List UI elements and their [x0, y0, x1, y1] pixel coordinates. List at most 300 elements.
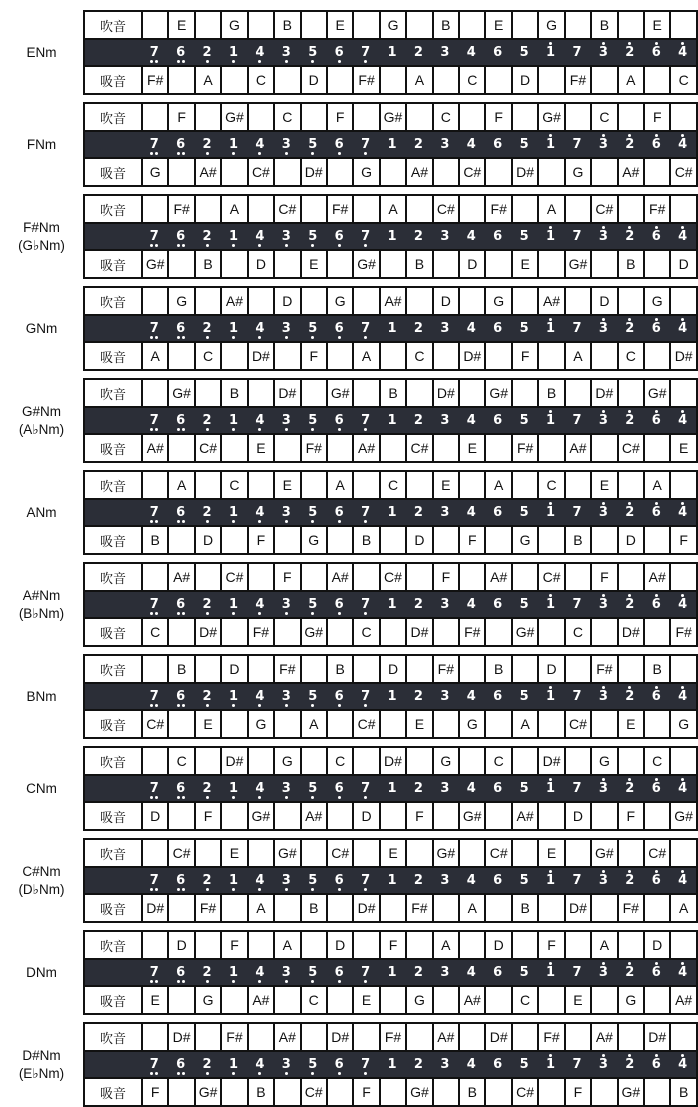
octave-dots-low — [364, 59, 367, 64]
blow-note-cell — [669, 840, 695, 866]
draw-note-cell: F — [564, 1079, 590, 1105]
octave-dot — [182, 520, 185, 523]
draw-note-cell — [167, 343, 193, 369]
degree-number: 3 — [281, 505, 291, 520]
degree-number: 1 — [546, 781, 556, 796]
degree-cell — [247, 960, 273, 985]
blow-note-cell — [617, 196, 643, 222]
draw-note-cell — [220, 159, 246, 185]
draw-note-cell — [273, 435, 299, 461]
draw-note-cell — [643, 527, 669, 553]
degree-cell — [405, 1052, 431, 1077]
draw-note-cell: B — [564, 527, 590, 553]
degree-number: 7 — [149, 781, 159, 796]
octave-dot — [232, 612, 235, 615]
degree-number: 1 — [228, 1057, 238, 1072]
blow-note-cell: A — [220, 196, 246, 222]
octave-dots-low — [364, 887, 367, 892]
draw-note-cell — [537, 435, 563, 461]
octave-dots-low — [232, 59, 235, 64]
blow-note-cell: F# — [590, 656, 616, 682]
octave-dots-low — [258, 703, 261, 708]
degree-number: 6 — [334, 965, 344, 980]
draw-note-cell: D — [300, 67, 326, 93]
draw-note-cell — [273, 1079, 299, 1105]
degree-number: 4 — [255, 45, 265, 60]
octave-dot — [338, 980, 341, 983]
draw-note-cell: G — [458, 711, 484, 737]
degree-number: 6 — [651, 413, 661, 428]
draw-note-cell: G# — [352, 251, 378, 277]
octave-dots-low — [285, 979, 288, 984]
degree-cell — [669, 868, 695, 893]
degree-number: 7 — [572, 781, 582, 796]
key-label: G#Nm — [21, 403, 61, 419]
draw-note-cell: D# — [300, 159, 326, 185]
draw-note-cell: C# — [405, 435, 431, 461]
draw-note-cell: C — [247, 67, 273, 93]
blow-note-cell — [247, 840, 273, 866]
blow-note-cell: F — [537, 932, 563, 958]
octave-dots-low — [285, 427, 288, 432]
draw-note-cell — [590, 343, 616, 369]
octave-dot — [155, 796, 158, 799]
octave-dot — [150, 1072, 153, 1075]
blow-note-cell — [352, 656, 378, 682]
degree-number: 4 — [678, 597, 688, 612]
degree-number: 6 — [493, 689, 503, 704]
degree-cell — [300, 960, 326, 985]
degree-number: 4 — [678, 45, 688, 60]
octave-dots-low — [311, 979, 314, 984]
blow-note-cell — [669, 12, 695, 38]
degree-cell — [617, 316, 643, 341]
octave-dot — [258, 888, 261, 891]
blow-note-cell — [564, 472, 590, 498]
degree-cell — [352, 408, 378, 433]
degree-number: 6 — [493, 321, 503, 336]
degree-number: 3 — [281, 45, 291, 60]
draw-note-cell — [220, 251, 246, 277]
degree-number: 5 — [308, 45, 318, 60]
degree-cell — [220, 868, 246, 893]
degree-cell — [379, 684, 405, 709]
octave-dots-low — [232, 335, 235, 340]
blow-note-cell: F — [220, 932, 246, 958]
draw-note-cell: A# — [300, 803, 326, 829]
degree-cell — [564, 776, 590, 801]
blow-note-cell: D — [590, 288, 616, 314]
blow-note-cell — [564, 12, 590, 38]
octave-dot — [311, 980, 314, 983]
blow-note-cell — [141, 1024, 167, 1050]
octave-dots-low — [150, 887, 158, 892]
degree-number: 4 — [255, 413, 265, 428]
degree-cell — [167, 776, 193, 801]
degree-cell — [379, 500, 405, 525]
octave-dots-low — [206, 519, 209, 524]
blow-row-label: 吹音 — [99, 110, 126, 126]
degree-band — [85, 868, 696, 893]
blow-note-cell — [669, 748, 695, 774]
octave-dots-low — [338, 611, 341, 616]
degree-cell — [167, 500, 193, 525]
blow-note-cell — [511, 380, 537, 406]
blow-row-label: 吹音 — [99, 18, 126, 34]
draw-note-cell — [643, 895, 669, 921]
blow-note-cell — [300, 748, 326, 774]
draw-note-cell: G — [194, 987, 220, 1013]
degree-number: 1 — [228, 45, 238, 60]
degree-number: 7 — [149, 873, 159, 888]
degree-cell — [617, 684, 643, 709]
draw-note-cell — [484, 251, 510, 277]
blow-note-cell: A# — [273, 1024, 299, 1050]
draw-note-cell: F — [405, 803, 431, 829]
degree-number: 7 — [572, 873, 582, 888]
degree-cell — [405, 132, 431, 157]
draw-note-cell: C — [141, 619, 167, 645]
blow-note-cell — [141, 288, 167, 314]
degree-cell — [220, 592, 246, 617]
draw-note-cell: A# — [617, 159, 643, 185]
blow-note-cell: A — [537, 196, 563, 222]
blow-row-label: 吹音 — [99, 1030, 126, 1046]
degree-number: 3 — [440, 597, 450, 612]
degree-number: 4 — [678, 873, 688, 888]
degree-number: 5 — [308, 1057, 318, 1072]
draw-note-cell: E — [141, 987, 167, 1013]
octave-dot — [182, 428, 185, 431]
draw-note-cell: E — [247, 435, 273, 461]
degree-cell — [484, 1052, 510, 1077]
draw-note-cell: F# — [617, 895, 643, 921]
blow-note-cell: G — [273, 748, 299, 774]
blow-note-cell: B — [537, 380, 563, 406]
degree-number: 5 — [519, 873, 529, 888]
blow-note-cell: D — [167, 932, 193, 958]
key-label-column — [0, 654, 83, 739]
draw-note-cell — [220, 435, 246, 461]
draw-note-cell — [167, 159, 193, 185]
degree-number: 3 — [440, 781, 450, 796]
draw-note-cell — [432, 711, 458, 737]
draw-note-cell: F# — [247, 619, 273, 645]
band-spacer — [85, 592, 141, 617]
degree-cell — [458, 684, 484, 709]
degree-cell — [379, 408, 405, 433]
degree-number: 6 — [651, 505, 661, 520]
degree-number: 6 — [176, 505, 186, 520]
blow-note-cell — [511, 748, 537, 774]
draw-note-cell — [537, 251, 563, 277]
key-label: ANm — [26, 504, 57, 520]
draw-note-cell — [432, 251, 458, 277]
blow-note-cell: F# — [484, 196, 510, 222]
octave-dot — [364, 520, 367, 523]
octave-dot — [177, 152, 180, 155]
octave-dot — [364, 60, 367, 63]
blow-note-cell — [194, 288, 220, 314]
octave-dot — [155, 1072, 158, 1075]
degree-cell — [300, 316, 326, 341]
degree-number: 6 — [334, 229, 344, 244]
octave-dot — [338, 428, 341, 431]
key-label-alt: (E♭Nm) — [18, 1065, 65, 1081]
octave-dots-low — [206, 335, 209, 340]
draw-note-cell: B — [669, 1079, 695, 1105]
degree-cell — [141, 1052, 167, 1077]
degree-cell — [432, 408, 458, 433]
blow-note-cell — [405, 288, 431, 314]
degree-number: 1 — [228, 965, 238, 980]
octave-dots-low — [364, 519, 367, 524]
blow-note-cell — [247, 1024, 273, 1050]
degree-cell — [326, 684, 352, 709]
degree-cell — [643, 316, 669, 341]
degree-cell — [273, 316, 299, 341]
draw-note-cell — [590, 711, 616, 737]
degree-cell — [564, 960, 590, 985]
blow-note-cell — [247, 656, 273, 682]
degree-cell — [617, 776, 643, 801]
degree-cell — [167, 316, 193, 341]
blow-note-cell: B — [273, 12, 299, 38]
note-table — [83, 194, 698, 279]
blow-note-cell: A# — [537, 288, 563, 314]
octave-dots-low — [338, 887, 341, 892]
degree-cell — [590, 776, 616, 801]
degree-number: 6 — [334, 45, 344, 60]
degree-cell — [590, 500, 616, 525]
degree-number: 1 — [546, 229, 556, 244]
blow-note-cell — [352, 840, 378, 866]
draw-note-cell: C# — [352, 711, 378, 737]
octave-dots-low — [338, 795, 341, 800]
draw-note-cell: G — [564, 159, 590, 185]
octave-dot — [177, 704, 180, 707]
blow-note-cell — [247, 748, 273, 774]
degree-band — [85, 132, 696, 157]
blow-row — [85, 288, 696, 316]
blow-note-cell — [194, 656, 220, 682]
degree-cell — [247, 776, 273, 801]
key-label-alt: (D♭Nm) — [18, 881, 65, 897]
draw-note-cell: C# — [141, 711, 167, 737]
degree-cell — [643, 960, 669, 985]
degree-number: 6 — [651, 321, 661, 336]
degree-number: 3 — [598, 781, 608, 796]
octave-dots-low — [258, 59, 261, 64]
octave-dots-low — [150, 979, 158, 984]
blow-note-cell: D — [220, 656, 246, 682]
degree-cell — [247, 224, 273, 249]
draw-note-cell: A# — [194, 159, 220, 185]
draw-note-cell: G — [352, 159, 378, 185]
draw-note-cell — [432, 343, 458, 369]
degree-number: 4 — [255, 873, 265, 888]
degree-cell — [537, 40, 563, 65]
draw-note-cell: E — [300, 251, 326, 277]
draw-note-cell — [484, 1079, 510, 1105]
draw-note-cell — [432, 619, 458, 645]
octave-dots-low — [338, 335, 341, 340]
draw-note-cell — [379, 159, 405, 185]
degree-cell — [273, 500, 299, 525]
blow-note-cell: A — [432, 932, 458, 958]
octave-dot — [311, 152, 314, 155]
octave-dots-low — [150, 795, 158, 800]
octave-dot — [232, 336, 235, 339]
degree-cell — [194, 684, 220, 709]
octave-dot — [338, 152, 341, 155]
blow-note-cell: E — [643, 12, 669, 38]
degree-cell — [379, 132, 405, 157]
blow-row — [85, 932, 696, 960]
degree-cell — [379, 868, 405, 893]
degree-number: 6 — [176, 689, 186, 704]
degree-cell — [379, 316, 405, 341]
key-label-column — [0, 1022, 83, 1107]
note-table — [83, 654, 698, 739]
draw-note-cell: G# — [300, 619, 326, 645]
draw-note-cell: D# — [617, 619, 643, 645]
degree-number: 5 — [519, 137, 529, 152]
blow-note-cell: E — [432, 472, 458, 498]
degree-number: 2 — [625, 505, 635, 520]
draw-note-cell: C — [511, 987, 537, 1013]
degree-cell — [352, 500, 378, 525]
blow-note-cell: G — [537, 12, 563, 38]
degree-cell — [379, 40, 405, 65]
blow-note-cell: A — [167, 472, 193, 498]
blow-note-cell — [247, 380, 273, 406]
degree-cell — [273, 40, 299, 65]
blow-note-cell: D# — [643, 1024, 669, 1050]
blow-note-cell — [247, 196, 273, 222]
degree-cell — [247, 408, 273, 433]
draw-note-cell: E — [511, 251, 537, 277]
blow-note-cell — [194, 1024, 220, 1050]
draw-row-label: 吸音 — [99, 73, 126, 89]
degree-cell — [432, 132, 458, 157]
octave-dot — [206, 796, 209, 799]
blow-note-cell — [141, 564, 167, 590]
degree-cell — [511, 776, 537, 801]
octave-dot — [206, 888, 209, 891]
blow-note-cell: C — [537, 472, 563, 498]
draw-note-cell — [167, 987, 193, 1013]
blow-note-cell — [617, 748, 643, 774]
octave-dot — [258, 520, 261, 523]
degree-cell — [564, 316, 590, 341]
blow-row-label: 吹音 — [99, 386, 126, 402]
octave-dots-low — [338, 979, 341, 984]
octave-dots-low — [150, 59, 158, 64]
degree-cell — [537, 316, 563, 341]
blow-note-cell — [458, 748, 484, 774]
draw-row — [85, 801, 696, 829]
degree-number: 3 — [281, 413, 291, 428]
degree-band — [85, 776, 696, 801]
blow-note-cell: D — [326, 932, 352, 958]
octave-dot — [311, 60, 314, 63]
blow-note-cell — [669, 1024, 695, 1050]
degree-cell — [669, 40, 695, 65]
draw-row — [85, 341, 696, 369]
degree-number: 7 — [361, 689, 371, 704]
degree-cell — [326, 316, 352, 341]
degree-cell — [273, 960, 299, 985]
degree-number: 3 — [598, 873, 608, 888]
draw-note-cell: A# — [458, 987, 484, 1013]
octave-dot — [364, 428, 367, 431]
degree-cell — [220, 684, 246, 709]
band-spacer — [85, 960, 141, 985]
blow-note-cell: C# — [326, 840, 352, 866]
draw-note-cell — [484, 619, 510, 645]
octave-dot — [182, 704, 185, 707]
octave-dot — [206, 520, 209, 523]
octave-dot — [150, 612, 153, 615]
degree-number: 1 — [546, 597, 556, 612]
degree-cell — [300, 224, 326, 249]
blow-note-cell — [511, 288, 537, 314]
draw-note-cell: C# — [669, 159, 695, 185]
draw-note-cell — [484, 67, 510, 93]
blow-note-cell — [511, 12, 537, 38]
octave-dots-low — [206, 243, 209, 248]
key-label-column — [0, 470, 83, 555]
octave-dots-low — [364, 243, 367, 248]
octave-dot — [155, 612, 158, 615]
degree-number: 5 — [519, 781, 529, 796]
blow-note-cell: C# — [220, 564, 246, 590]
draw-note-cell: F# — [194, 895, 220, 921]
degree-cell — [511, 684, 537, 709]
degree-cell — [643, 592, 669, 617]
blow-note-cell — [141, 104, 167, 130]
degree-cell — [141, 868, 167, 893]
octave-dot — [206, 244, 209, 247]
degree-cell — [458, 224, 484, 249]
blow-note-cell: B — [220, 380, 246, 406]
key-block — [0, 654, 698, 739]
draw-row — [85, 1077, 696, 1105]
octave-dots-low — [232, 887, 235, 892]
degree-cell — [537, 868, 563, 893]
octave-dots-low — [232, 519, 235, 524]
draw-note-cell — [537, 343, 563, 369]
draw-note-cell — [432, 987, 458, 1013]
degree-number: 7 — [572, 229, 582, 244]
blow-note-cell — [458, 840, 484, 866]
draw-note-cell — [326, 435, 352, 461]
degree-cell — [220, 408, 246, 433]
degree-cell — [617, 224, 643, 249]
blow-note-cell — [617, 656, 643, 682]
draw-note-cell: C# — [458, 159, 484, 185]
degree-cell — [405, 776, 431, 801]
degree-cell — [564, 408, 590, 433]
draw-note-cell: F — [669, 527, 695, 553]
degree-number: 6 — [493, 1057, 503, 1072]
draw-note-cell — [167, 711, 193, 737]
draw-note-cell: B — [194, 251, 220, 277]
blow-note-cell — [669, 288, 695, 314]
draw-note-cell: C# — [194, 435, 220, 461]
octave-dots-low — [311, 243, 314, 248]
